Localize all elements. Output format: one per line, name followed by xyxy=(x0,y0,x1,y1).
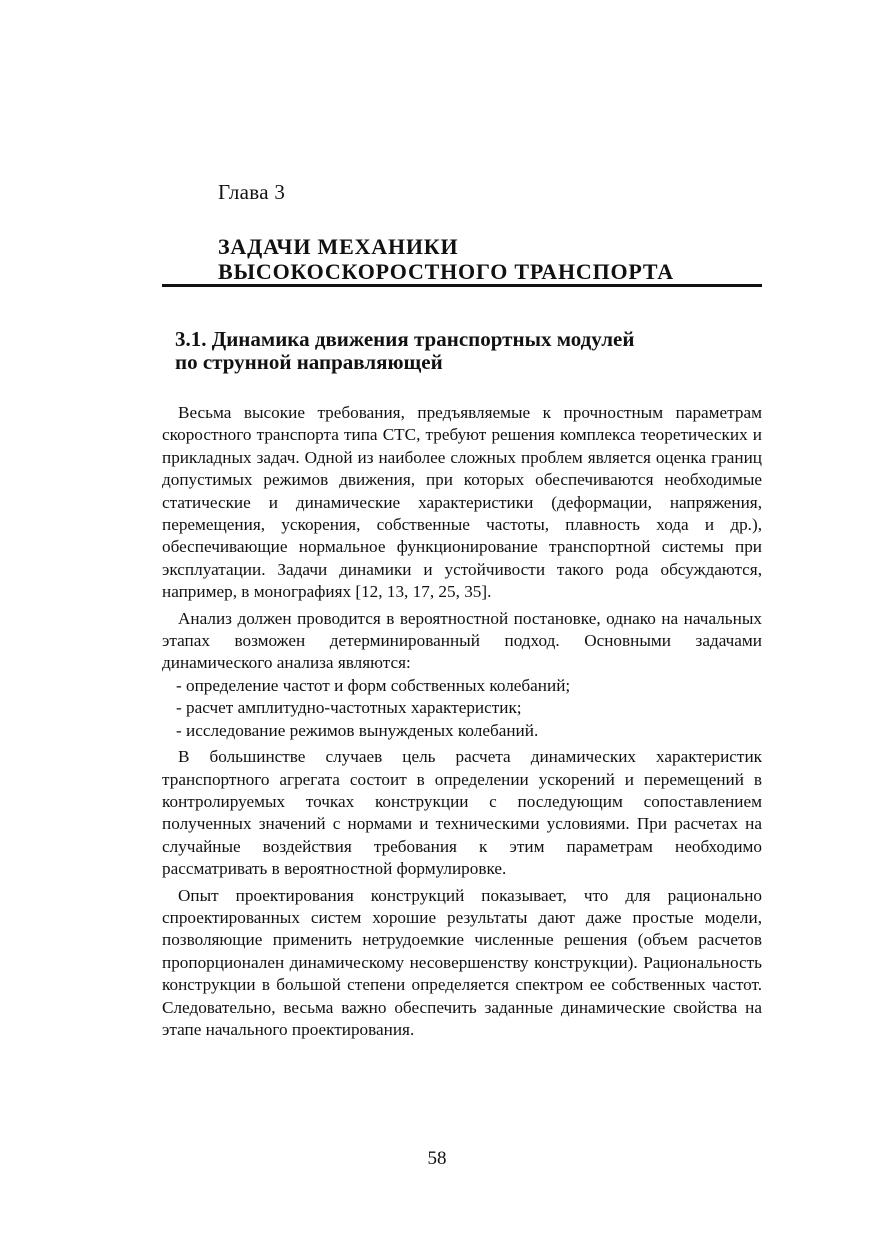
list-item: - определение частот и форм собственных колебаний; xyxy=(176,675,571,695)
body-text xyxy=(162,402,762,1041)
list-item: - исследование режимов вынужденых колебаний. xyxy=(176,720,539,740)
chapter-title-line-1: ЗАДАЧИ МЕХАНИКИ xyxy=(218,234,459,259)
chapter-label: Глава 3 xyxy=(218,180,286,204)
chapter-title xyxy=(218,234,674,284)
paragraph: Весьма высокие требования, предъявляемые к прочностным параметрам скоростного транспорта типа СТС, требуют решения комплекса теоретических и прикладных задач. Одной из наиболее сложных проблем является оценка границ допустимых режимов движения, при которых обеспечиваются необходимые статические и динамические характеристики (деформации, напряжения, перемещения, ускорения, собственные частоты, плавность хода и др.), обеспечивающие нормальное функционирование транспортной системы при эксплуатации. Задачи динамики и устойчивости такого рода обсуждаются, например, в монографиях [12, 13, 17, 25, 35]. xyxy=(162,403,762,602)
paragraph: Опыт проектирования конструкций показывает, что для рационально спроектированных систем хорошие результаты дают даже простые модели, позволяющие применить нетрудоемкие численные решения (объем расчетов пропорционален динамическому несовершенству конструкции). Рациональность конструкции в большой степени определяется спектром ее собственных частот. Следовательно, весьма важно обеспечить заданные динамические свойства на этапе начального проектирования. xyxy=(162,885,762,1039)
section-title-line-1: 3.1. Динамика движения транспортных модулей xyxy=(175,327,635,351)
chapter-title-line-2: ВЫСОКОСКОРОСТНОГО ТРАНСПОРТА xyxy=(218,259,674,284)
paragraph: В большинстве случаев цель расчета динамических характеристик транспортного агрегата состоит в определении ускорений и перемещений в контролируемых точках конструкции с последующим сопоставлением полученных значений с нормами и техническими условиями. При расчетах на случайные воздействия требования к этим параметрам необходимо рассматривать в вероятностной формулировке. xyxy=(162,747,762,879)
task-list xyxy=(162,675,762,742)
chapter-divider xyxy=(162,284,762,287)
section-title-line-2: по струнной направляющей xyxy=(175,350,443,374)
list-item: - расчет амплитудно-частотных характеристик; xyxy=(176,698,522,718)
section-title xyxy=(175,328,634,374)
paragraph: Анализ должен проводится в вероятностной постановке, однако на начальных этапах возможен детерминированный подход. Основными задачами динамического анализа являются: xyxy=(162,608,762,673)
page-number: 58 xyxy=(427,1148,447,1169)
